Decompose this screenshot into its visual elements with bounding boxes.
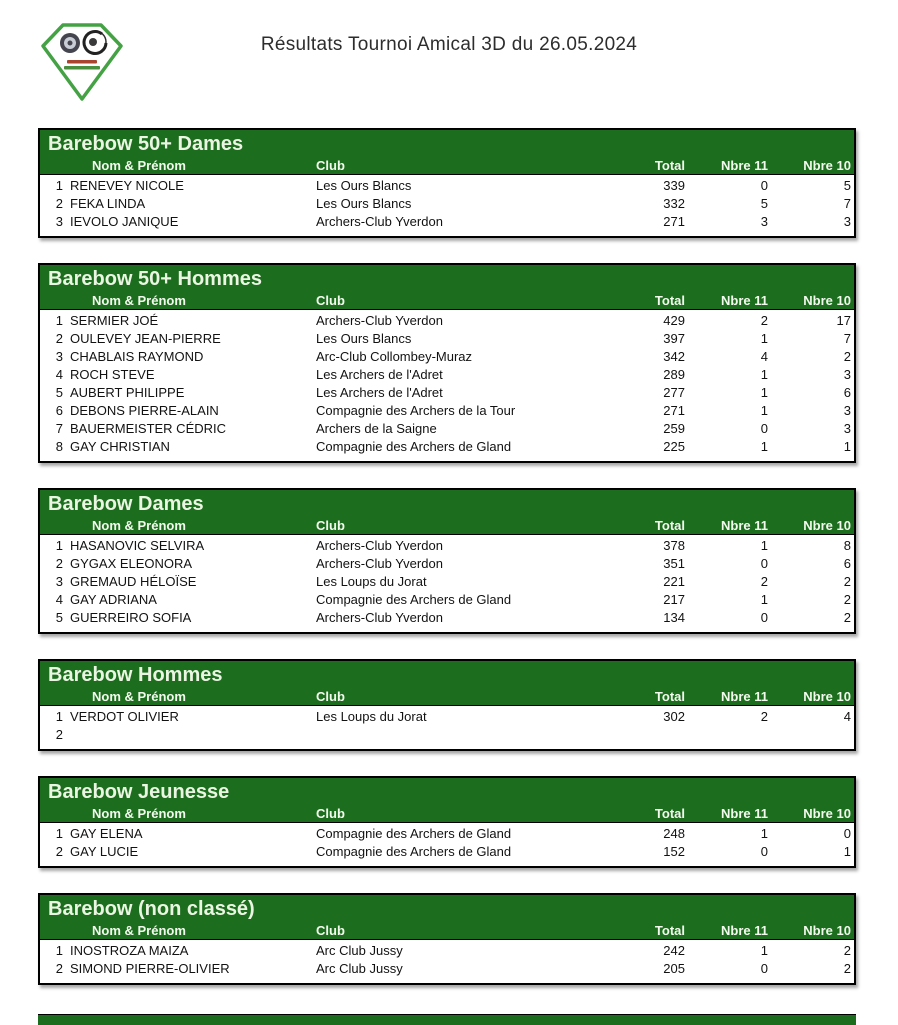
column-header-total: Total [654, 517, 685, 533]
table-row [40, 437, 854, 455]
club-cell: Compagnie des Archers de la Tour [316, 402, 516, 418]
club-cell: Archers-Club Yverdon [316, 312, 443, 328]
table-body [40, 705, 854, 749]
club-cell: Compagnie des Archers de Gland [316, 825, 512, 841]
table-header-block [40, 661, 854, 705]
club-cell: Compagnie des Archers de Gland [316, 438, 512, 454]
column-header-row [40, 688, 854, 705]
club-cell: Les Ours Blancs [316, 195, 412, 211]
club-cell: Archers-Club Yverdon [316, 537, 443, 553]
result-table [38, 128, 856, 238]
nbre11-cell: 1 [760, 591, 768, 607]
name-cell: GAY LUCIE [70, 843, 139, 859]
result-table [38, 659, 856, 751]
table-row [40, 311, 854, 329]
nbre11-cell: 1 [760, 438, 768, 454]
page-header [0, 0, 898, 128]
column-header-club: Club [316, 688, 345, 704]
column-header-club: Club [316, 292, 345, 308]
club-cell: Compagnie des Archers de Gland [316, 843, 512, 859]
table-row [40, 401, 854, 419]
logo-text-line1 [67, 60, 97, 64]
column-header-nbre10: Nbre 10 [803, 517, 851, 533]
total-cell: 221 [663, 573, 685, 589]
column-header-name: Nom & Prénom [92, 805, 186, 821]
total-cell: 397 [663, 330, 685, 346]
column-header-total: Total [654, 922, 685, 938]
nbre10-cell: 6 [843, 555, 851, 571]
table-row [40, 590, 854, 608]
column-header-row [40, 517, 854, 534]
rank-cell: 6 [55, 402, 63, 418]
nbre10-cell: 2 [843, 591, 851, 607]
column-header-total: Total [654, 292, 685, 308]
nbre11-cell: 3 [760, 213, 768, 229]
total-cell: 289 [663, 366, 685, 382]
nbre10-cell: 3 [843, 420, 851, 436]
club-cell: Les Archers de l'Adret [316, 384, 443, 400]
total-cell: 205 [663, 960, 685, 976]
table-row [40, 572, 854, 590]
total-cell: 248 [663, 825, 685, 841]
nbre10-cell: 2 [843, 609, 851, 625]
table-row [40, 842, 854, 860]
club-cell: Arc Club Jussy [316, 942, 403, 958]
total-cell: 332 [663, 195, 685, 211]
category-title: Barebow Jeunesse [48, 781, 230, 803]
column-header-name: Nom & Prénom [92, 922, 186, 938]
nbre11-cell: 0 [760, 555, 768, 571]
column-header-row [40, 922, 854, 939]
column-header-total: Total [654, 157, 685, 173]
total-cell: 217 [663, 591, 685, 607]
rank-cell: 1 [55, 537, 63, 553]
table-row [40, 419, 854, 437]
table-row [40, 554, 854, 572]
total-cell: 134 [663, 609, 685, 625]
nbre11-cell: 2 [760, 708, 768, 724]
result-table [38, 893, 856, 985]
nbre11-cell: 2 [760, 573, 768, 589]
nbre10-cell: 3 [843, 402, 851, 418]
name-cell: GREMAUD HÉLOÏSE [70, 573, 197, 589]
rank-cell: 1 [55, 825, 63, 841]
nbre11-cell: 2 [760, 312, 768, 328]
name-cell: DEBONS PIERRE-ALAIN [70, 402, 219, 418]
table-row [40, 365, 854, 383]
nbre10-cell: 7 [843, 195, 851, 211]
table-row [40, 707, 854, 725]
nbre10-cell: 6 [843, 384, 851, 400]
total-cell: 429 [663, 312, 685, 328]
column-header-club: Club [316, 805, 345, 821]
name-cell: BAUERMEISTER CÉDRIC [70, 420, 227, 436]
club-cell: Arc Club Jussy [316, 960, 403, 976]
name-cell: INOSTROZA MAIZA [70, 942, 189, 958]
result-table [38, 488, 856, 634]
table-row [40, 941, 854, 959]
total-cell: 302 [663, 708, 685, 724]
club-cell: Archers-Club Yverdon [316, 213, 443, 229]
category-title: Barebow Hommes [48, 664, 223, 686]
name-cell: GAY CHRISTIAN [70, 438, 170, 454]
name-cell: RENEVEY NICOLE [70, 177, 184, 193]
rank-cell: 3 [55, 573, 63, 589]
nbre11-cell: 0 [760, 609, 768, 625]
table-header-block [40, 895, 854, 939]
logo-text-line2 [64, 66, 100, 70]
total-cell: 225 [663, 438, 685, 454]
table-row [40, 959, 854, 977]
nbre10-cell: 2 [843, 348, 851, 364]
rank-cell: 5 [55, 384, 63, 400]
column-header-name: Nom & Prénom [92, 292, 186, 308]
column-header-name: Nom & Prénom [92, 517, 186, 533]
total-cell: 259 [663, 420, 685, 436]
name-cell: ROCH STEVE [70, 366, 155, 382]
club-cell: Archers de la Saigne [316, 420, 437, 436]
nbre11-cell: 1 [760, 330, 768, 346]
column-header-club: Club [316, 922, 345, 938]
column-header-row [40, 157, 854, 174]
club-cell: Les Ours Blancs [316, 177, 412, 193]
nbre10-cell: 1 [843, 438, 851, 454]
name-cell: GAY ELENA [70, 825, 143, 841]
column-header-nbre10: Nbre 10 [803, 688, 851, 704]
name-cell: FEKA LINDA [70, 195, 146, 211]
rank-cell: 2 [55, 843, 63, 859]
nbre11-cell: 1 [760, 384, 768, 400]
table-row [40, 329, 854, 347]
column-header-name: Nom & Prénom [92, 688, 186, 704]
nbre10-cell: 7 [843, 330, 851, 346]
name-cell: VERDOT OLIVIER [70, 708, 179, 724]
rank-cell: 4 [55, 591, 63, 607]
rank-cell: 5 [55, 609, 63, 625]
name-cell: SERMIER JOÉ [70, 312, 159, 328]
nbre11-cell: 5 [760, 195, 768, 211]
cutoff-next-table-bar [38, 1014, 856, 1025]
column-header-total: Total [654, 805, 685, 821]
club-cell: Archers-Club Yverdon [316, 555, 443, 571]
table-header-block [40, 130, 854, 174]
rank-cell: 2 [55, 960, 63, 976]
total-cell: 351 [663, 555, 685, 571]
column-header-row [40, 805, 854, 822]
nbre10-cell: 3 [843, 213, 851, 229]
nbre11-cell: 1 [760, 402, 768, 418]
club-cell: Archers-Club Yverdon [316, 609, 443, 625]
result-table [38, 263, 856, 463]
column-header-nbre10: Nbre 10 [803, 922, 851, 938]
category-title: Barebow Dames [48, 493, 204, 515]
table-row [40, 347, 854, 365]
name-cell: IEVOLO JANIQUE [70, 213, 179, 229]
club-cell: Les Loups du Jorat [316, 573, 427, 589]
rank-cell: 1 [55, 177, 63, 193]
table-header-block [40, 490, 854, 534]
name-cell: OULEVEY JEAN-PIERRE [70, 330, 221, 346]
rank-cell: 2 [55, 555, 63, 571]
table-row [40, 536, 854, 554]
rank-cell: 1 [55, 312, 63, 328]
club-cell: Arc-Club Collombey-Muraz [316, 348, 473, 364]
rank-cell: 2 [55, 195, 63, 211]
column-header-total: Total [654, 688, 685, 704]
total-cell: 339 [663, 177, 685, 193]
name-cell: SIMOND PIERRE-OLIVIER [70, 960, 230, 976]
result-table [38, 776, 856, 868]
total-cell: 378 [663, 537, 685, 553]
total-cell: 277 [663, 384, 685, 400]
total-cell: 342 [663, 348, 685, 364]
column-header-nbre11: Nbre 11 [721, 688, 768, 704]
column-header-club: Club [316, 157, 345, 173]
name-cell: GAY ADRIANA [70, 591, 157, 607]
results-tables-area [38, 128, 856, 985]
column-header-nbre11: Nbre 11 [721, 292, 768, 308]
name-cell: HASANOVIC SELVIRA [70, 537, 205, 553]
table-row [40, 725, 854, 743]
club-logo [40, 20, 124, 104]
name-cell: CHABLAIS RAYMOND [70, 348, 204, 364]
nbre11-cell: 1 [760, 537, 768, 553]
rank-cell: 8 [55, 438, 63, 454]
table-row [40, 194, 854, 212]
rank-cell: 4 [55, 366, 63, 382]
table-header-block [40, 265, 854, 309]
nbre10-cell: 0 [843, 825, 851, 841]
club-cell: Les Ours Blancs [316, 330, 412, 346]
rank-cell: 7 [55, 420, 63, 436]
nbre10-cell: 2 [843, 942, 851, 958]
total-cell: 242 [663, 942, 685, 958]
column-header-nbre11: Nbre 11 [721, 157, 768, 173]
column-header-nbre10: Nbre 10 [803, 157, 851, 173]
total-cell: 271 [663, 213, 685, 229]
club-cell: Les Archers de l'Adret [316, 366, 443, 382]
nbre11-cell: 4 [760, 348, 768, 364]
table-header-block [40, 778, 854, 822]
name-cell: GUERREIRO SOFIA [70, 609, 192, 625]
rank-cell: 3 [55, 348, 63, 364]
nbre11-cell: 1 [760, 942, 768, 958]
nbre11-cell: 0 [760, 843, 768, 859]
table-row [40, 212, 854, 230]
table-row [40, 824, 854, 842]
column-header-name: Nom & Prénom [92, 157, 186, 173]
column-header-nbre10: Nbre 10 [803, 292, 851, 308]
column-header-club: Club [316, 517, 345, 533]
nbre10-cell: 2 [843, 960, 851, 976]
column-header-nbre10: Nbre 10 [803, 805, 851, 821]
nbre11-cell: 1 [760, 825, 768, 841]
category-title: Barebow 50+ Dames [48, 133, 244, 155]
column-header-nbre11: Nbre 11 [721, 517, 768, 533]
category-title: Barebow 50+ Hommes [48, 268, 262, 290]
table-body [40, 174, 854, 236]
category-title: Barebow (non classé) [48, 898, 255, 920]
name-cell: AUBERT PHILIPPE [70, 384, 185, 400]
nbre11-cell: 0 [760, 420, 768, 436]
nbre10-cell: 4 [843, 708, 851, 724]
column-header-nbre11: Nbre 11 [721, 922, 768, 938]
nbre10-cell: 2 [843, 573, 851, 589]
table-body [40, 822, 854, 866]
nbre10-cell: 3 [843, 366, 851, 382]
column-header-row [40, 292, 854, 309]
rank-cell: 2 [55, 330, 63, 346]
nbre10-cell: 17 [836, 312, 851, 328]
table-body [40, 939, 854, 983]
nbre11-cell: 0 [760, 960, 768, 976]
table-row [40, 608, 854, 626]
rank-cell: 1 [55, 708, 63, 724]
club-cell: Compagnie des Archers de Gland [316, 591, 512, 607]
rank-cell: 3 [55, 213, 63, 229]
name-cell: GYGAX ELEONORA [70, 555, 193, 571]
table-row [40, 383, 854, 401]
club-cell: Les Loups du Jorat [316, 708, 427, 724]
nbre10-cell: 5 [843, 177, 851, 193]
column-header-nbre11: Nbre 11 [721, 805, 768, 821]
page-title: Résultats Tournoi Amical 3D du 26.05.2024 [260, 34, 638, 55]
nbre11-cell: 1 [760, 366, 768, 382]
total-cell: 152 [663, 843, 685, 859]
rank-cell: 1 [55, 942, 63, 958]
table-row [40, 176, 854, 194]
total-cell: 271 [663, 402, 685, 418]
table-body [40, 309, 854, 461]
nbre10-cell: 1 [843, 843, 851, 859]
rank-cell: 2 [55, 726, 63, 742]
table-body [40, 534, 854, 632]
nbre10-cell: 8 [843, 537, 851, 553]
nbre11-cell: 0 [760, 177, 768, 193]
